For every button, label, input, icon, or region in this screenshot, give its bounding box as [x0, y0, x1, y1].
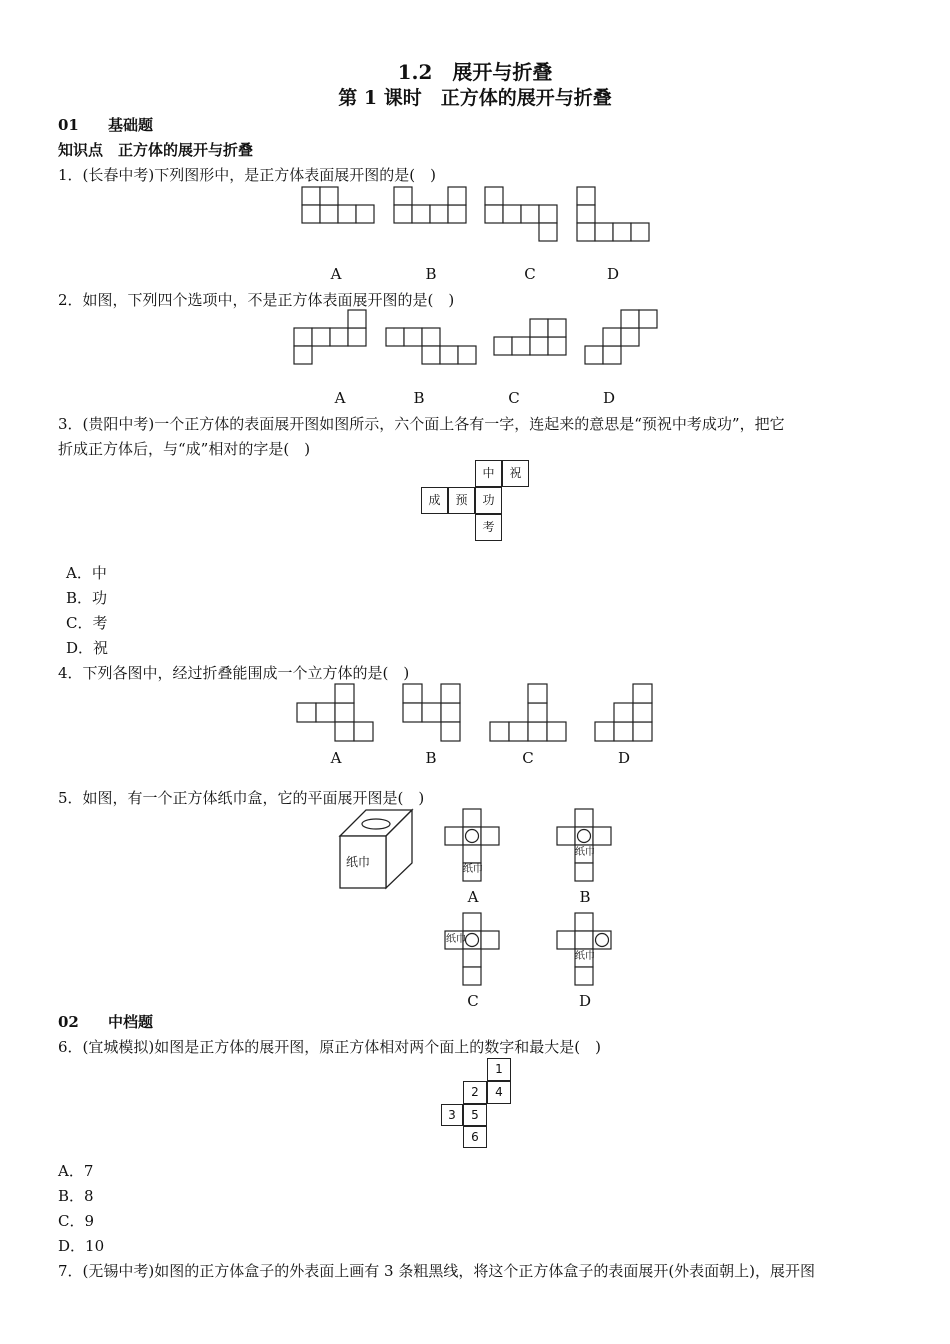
q5-net-c — [444, 912, 504, 987]
q6-option-a: A．7 — [58, 1162, 94, 1180]
q2-net-d — [585, 310, 657, 364]
q5-net-d — [556, 912, 616, 987]
q5-net-a-label: 纸巾 — [463, 864, 483, 875]
q5-label-c: C — [467, 992, 479, 1010]
q6-cell-6: 6 — [463, 1126, 487, 1148]
q1-net-a — [302, 187, 374, 223]
q2-net-c — [494, 319, 566, 355]
q1-nets-figure — [300, 185, 660, 245]
q6-option-d: D．10 — [58, 1237, 105, 1255]
q2-label-a: A — [334, 389, 346, 407]
q4-net-c — [490, 684, 566, 741]
q3-cell-zhu: 祝 — [502, 460, 529, 487]
q4-label-b: B — [425, 749, 437, 767]
q2-net-a — [294, 310, 366, 364]
q3-cell-gong: 功 — [475, 487, 502, 514]
q4-net-a — [297, 684, 373, 741]
q3-option-b: B．功 — [66, 589, 108, 607]
q5-net-c-label: 纸巾 — [446, 934, 466, 945]
tissue-box-opening — [362, 819, 390, 829]
q4-net-b — [403, 684, 460, 741]
question-4-text: 4．下列各图中，经过折叠能围成一个立方体的是( ) — [58, 664, 410, 682]
section-2-name: 中档题 — [108, 1013, 154, 1031]
q2-net-b — [386, 328, 476, 364]
q1-label-a: A — [330, 265, 342, 283]
section-2-number: 02 — [58, 1013, 79, 1031]
q5-net-d-label: 纸巾 — [575, 951, 595, 962]
page-title: 1.2 展开与折叠 — [397, 60, 553, 84]
q5-label-a: A — [467, 888, 479, 906]
q4-label-d: D — [617, 749, 631, 767]
question-3-text-line2: 折成正方体后，与“成”相对的字是( ) — [58, 440, 311, 458]
q6-option-b: B．8 — [58, 1187, 94, 1205]
q6-cell-1: 1 — [487, 1058, 511, 1081]
q1-net-d — [577, 187, 649, 241]
q3-option-c: C．考 — [66, 614, 108, 632]
knowledge-point: 知识点 正方体的展开与折叠 — [58, 141, 254, 159]
q4-net-d — [595, 684, 652, 741]
question-2-text: 2．如图，下列四个选项中，不是正方体表面展开图的是( ) — [58, 291, 455, 309]
q1-label-c: C — [524, 265, 536, 283]
q5-net-b-label: 纸巾 — [575, 847, 595, 858]
q3-option-a: A．中 — [66, 564, 107, 582]
opening-circle — [596, 934, 609, 947]
question-6-text: 6．(宜城模拟)如图是正方体的展开图，原正方体相对两个面上的数字和最大是( ) — [58, 1038, 601, 1056]
page-subtitle: 第 1 课时 正方体的展开与折叠 — [338, 87, 612, 109]
q6-cell-4: 4 — [487, 1081, 511, 1104]
question-5-text: 5．如图，有一个正方体纸巾盒，它的平面展开图是( ) — [58, 789, 425, 807]
q3-option-d: D．祝 — [66, 639, 109, 657]
q3-cell-cheng: 成 — [421, 487, 448, 514]
tissue-box-label: 纸巾 — [346, 855, 371, 869]
q4-label-c: C — [522, 749, 534, 767]
q5-net-b — [556, 808, 616, 883]
section-number: 01 — [58, 116, 79, 134]
tissue-box-figure — [338, 808, 418, 890]
q2-label-d: D — [602, 389, 616, 407]
section-name: 基础题 — [108, 116, 154, 134]
question-1-text: 1．(长春中考)下列图形中，是正方体表面展开图的是( ) — [58, 166, 436, 184]
opening-circle — [466, 830, 479, 843]
question-3-text-line1: 3．(贵阳中考)一个正方体的表面展开图如图所示，六个面上各有一字，连起来的意思是“预祝中考成功”，把它 — [58, 415, 785, 433]
question-7-text: 7．(无锡中考)如图的正方体盒子的外表面上画有 3 条粗黑线，将这个正方体盒子的表面展开(外表面朝上)，展开图 — [58, 1262, 816, 1280]
q1-net-b — [394, 187, 466, 223]
q3-cell-yu: 预 — [448, 487, 475, 514]
q5-label-b: B — [579, 888, 591, 906]
q3-cell-kao: 考 — [475, 514, 502, 541]
q1-label-b: B — [425, 265, 437, 283]
q6-cell-5: 5 — [463, 1104, 487, 1126]
q2-label-c: C — [508, 389, 520, 407]
opening-circle — [578, 830, 591, 843]
opening-circle — [466, 934, 479, 947]
q1-net-c — [485, 187, 557, 241]
q2-nets-figure — [290, 308, 670, 368]
q1-label-d: D — [606, 265, 620, 283]
q6-cell-2: 2 — [463, 1081, 487, 1104]
q6-option-c: C．9 — [58, 1212, 95, 1230]
q2-label-b: B — [413, 389, 425, 407]
q5-label-d: D — [578, 992, 592, 1010]
q4-nets-figure — [295, 682, 660, 744]
q3-cell-zhong: 中 — [475, 460, 502, 487]
q6-cell-3: 3 — [441, 1104, 463, 1126]
q4-label-a: A — [330, 749, 342, 767]
